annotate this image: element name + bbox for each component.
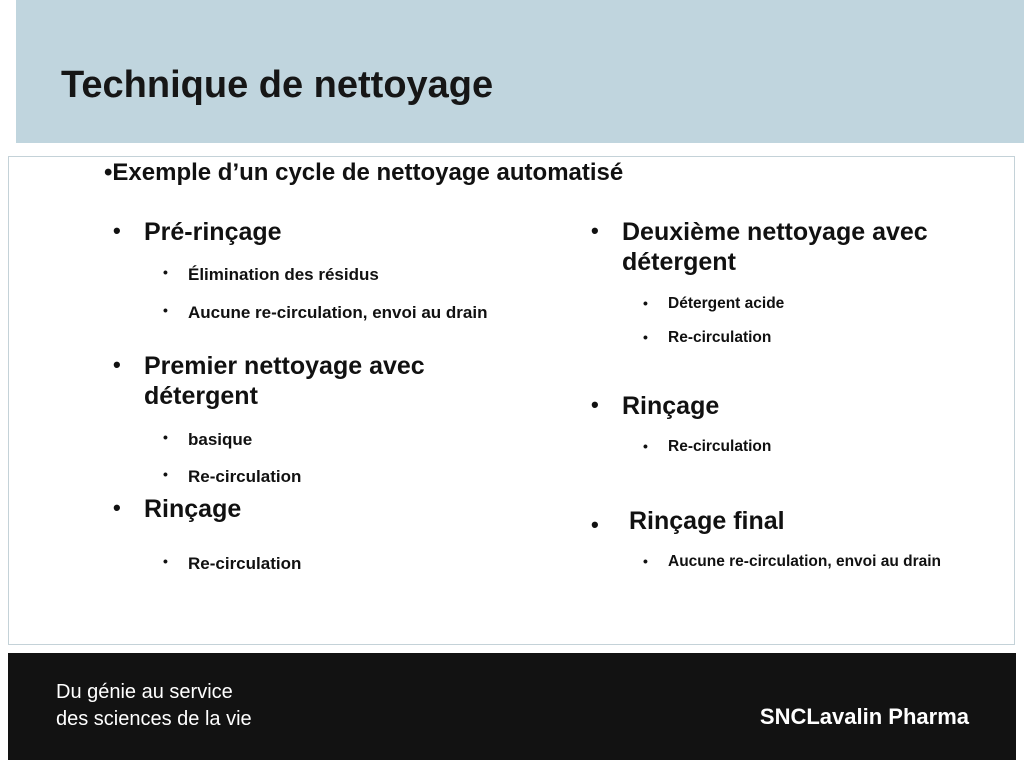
bullet-dot: •	[113, 218, 121, 243]
list-item: Rinçage final	[629, 507, 785, 535]
bullet-dot: •	[113, 495, 121, 520]
sub-list-item: Élimination des résidus	[188, 265, 379, 284]
sub-list-item: basique	[188, 430, 253, 449]
footer-tagline	[56, 679, 252, 733]
sub-list-item: Re-circulation	[668, 438, 772, 455]
sub-bullet-dot: •	[643, 438, 648, 454]
sub-list-item: Aucune re-circulation, envoi au drain	[188, 303, 488, 322]
bullet-dot: •	[591, 512, 599, 537]
sub-list-item: Re-circulation	[188, 467, 302, 486]
subtitle-text: Exemple d’un cycle de nettoyage automatisé	[112, 159, 624, 186]
sub-list-item: Re-circulation	[188, 554, 302, 573]
bullet-dot: •	[591, 392, 599, 417]
sub-bullet-dot: •	[643, 295, 648, 311]
list-item: Deuxième nettoyage avec détergent	[622, 218, 928, 276]
footer-brand: SNCLavalin Pharma	[759, 704, 969, 729]
subtitle-bullet: •	[104, 159, 113, 186]
list-item: Rinçage	[622, 392, 720, 420]
footer-tagline-line1: Du génie au service	[56, 681, 233, 703]
sub-bullet-dot: •	[163, 553, 168, 569]
sub-list-item: Détergent acide	[668, 295, 785, 312]
bullet-dot: •	[591, 218, 599, 243]
slide-subtitle	[104, 159, 623, 187]
list-item: Premier nettoyage avec détergent	[144, 352, 425, 410]
sub-bullet-dot: •	[163, 302, 168, 318]
sub-bullet-dot: •	[643, 553, 648, 569]
sub-bullet-dot: •	[163, 429, 168, 445]
footer-tagline-line2: des sciences de la vie	[56, 708, 252, 730]
sub-list-item: Aucune re-circulation, envoi au drain	[668, 553, 942, 570]
sub-list-item: Re-circulation	[668, 329, 772, 346]
page-title: Technique de nettoyage	[61, 64, 494, 106]
sub-bullet-dot: •	[643, 329, 648, 345]
sub-bullet-dot: •	[163, 264, 168, 280]
list-item: Rinçage	[144, 495, 242, 523]
list-item: Pré-rinçage	[144, 218, 282, 246]
bullet-dot: •	[113, 352, 121, 377]
sub-bullet-dot: •	[163, 466, 168, 482]
